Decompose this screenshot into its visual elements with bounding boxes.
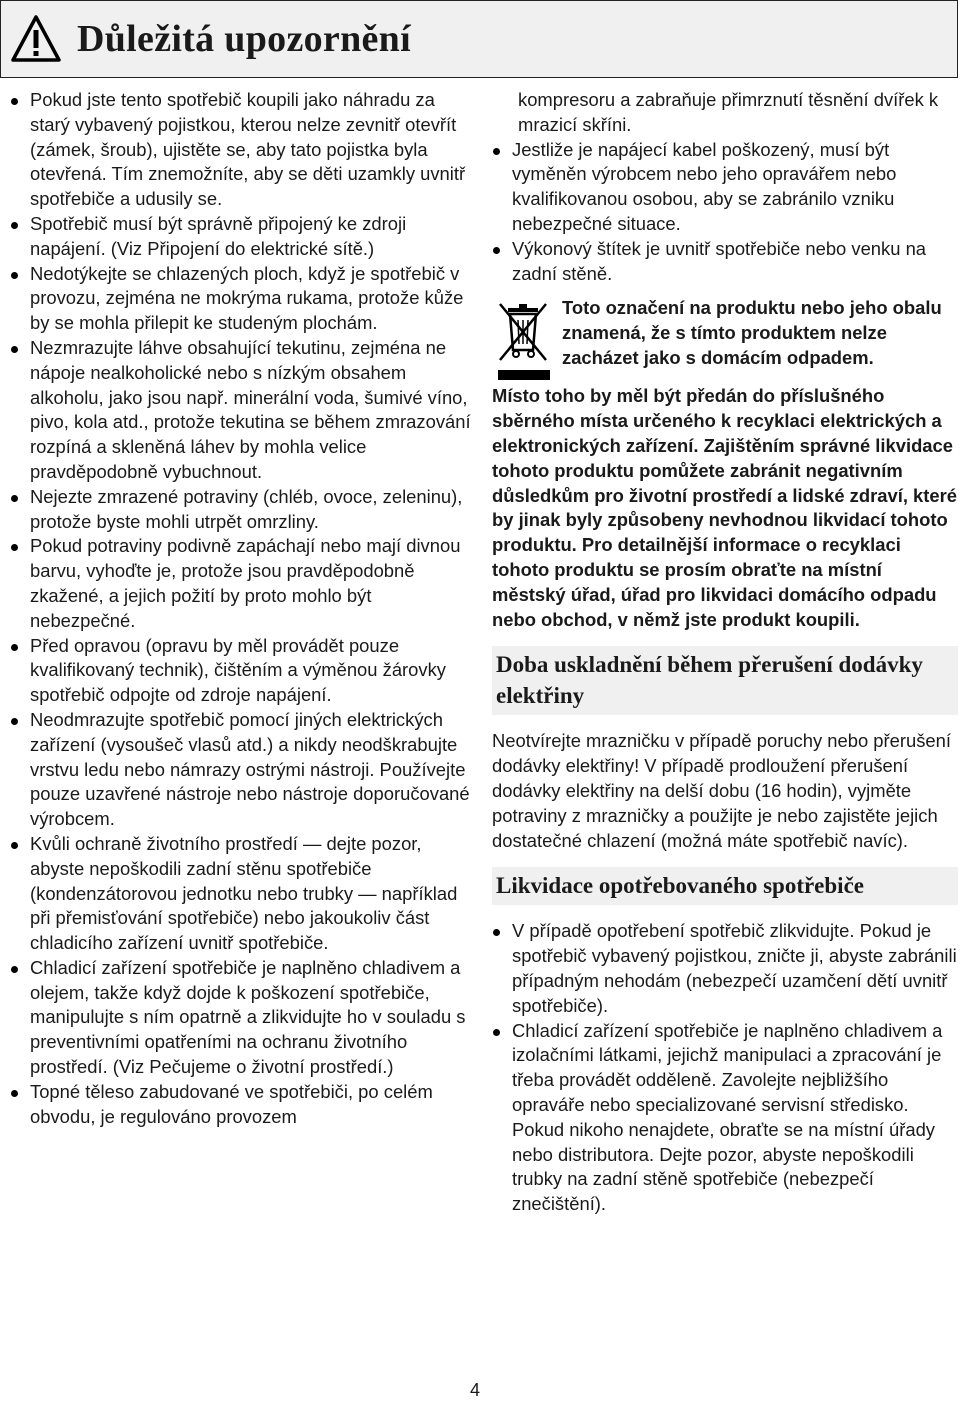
list-item: Výkonový štítek je uvnitř spotřebiče nebo venku na zadní stěně. — [492, 237, 958, 287]
list-item: Pokud potraviny podivně zapáchají nebo mají divnou barvu, vyhoďte je, protože jsou pravděpodobně zkažené, a jejich požití by proto mohlo být nebezpečné. — [10, 534, 472, 633]
list-item: V případě opotřebení spotřebič zlikvidujte. Pokud je spotřebič vybavený pojistkou, zničte ji, abyste zabránili případným nehodám (nebezpečí uzamčení dětí uvnitř spotřebiče). — [492, 919, 958, 1018]
list-item: Pokud jste tento spotřebič koupili jako náhradu za starý vybavený pojistkou, kterou nelze zevnitř otevřít (zámek, šroub), ujistěte se, aby tato pojistka byla otevřená. Tím znemožníte, aby se děti uzamkly uvnitř spotřebiče a udusily se. — [10, 88, 472, 212]
weee-text: Místo toho by měl být předán do příslušného sběrného místa určeného k recyklaci elektrických a elektronických zařízení. Zajištěním správné likvidace tohoto produktu pomůžete zabránit negativním důsledkům pro životní prostředí a lidské zdraví, které by jinak byly způsobeny nevhodnou likvidací tohoto produktu. Pro detailnější informace o recyklaci tohoto produktu se prosím obraťte na místní městský úřad, úřad pro likvidaci domácího odpadu nebo obchod, v němž jste produkt koupili. — [492, 385, 958, 630]
crossed-out-wheelie-bin-icon — [492, 298, 554, 382]
list-item: Nedotýkejte se chlazených ploch, když je spotřebič v provozu, zejména ne mokrýma rukama, protože kůže by se mohla přilepit ke studeným plochám. — [10, 262, 472, 336]
list-item: Jestliže je napájecí kabel poškozený, musí být vyměněn výrobcem nebo jeho opravářem nebo kvalifikovanou osobou, aby se zabránilo vzniku nebezpečné situace. — [492, 138, 958, 237]
list-item: Chladicí zařízení spotřebiče je naplněno chladivem a izolačními látkami, jejichž manipulaci a zpracování je třeba provádět odděleně. Zavolejte nejbližšího opraváře nebo specializované servisní středisko. Pokud nikoho nenajdete, obraťte se na místní úřady nebo distributora. Dejte pozor, abyste nepoškodili trubky na zadní stěně spotřebiče (nebezpečí znečištění). — [492, 1019, 958, 1217]
weee-text-intro: Toto označení na produktu nebo jeho obalu znamená, že s tímto produktem nelze zacházet jako s domácím odpadem. — [562, 297, 942, 368]
section-heading-power-outage: Doba uskladnění během přerušení dodávky elektřiny — [492, 646, 958, 715]
disposal-list — [492, 919, 958, 1217]
list-item: Spotřebič musí být správně připojený ke zdroji napájení. (Viz Připojení do elektrické sítě.) — [10, 212, 472, 262]
right-column — [492, 88, 958, 1217]
list-item: Neodmrazujte spotřebič pomocí jiných elektrických zařízení (vysoušeč vlasů atd.) a nikdy neodškrabujte vrstvu ledu nebo námrazy ostrými nástroji. Používejte pouze uzavřené nástroje nebo nástroje doporučované výrobcem. — [10, 708, 472, 832]
left-column — [10, 88, 472, 1129]
page-title: Důležitá upozornění — [77, 18, 411, 60]
safety-warnings-list — [10, 88, 472, 1129]
warning-triangle-icon — [11, 14, 61, 64]
list-item: Před opravou (opravu by měl provádět pouze kvalifikovaný technik), čištěním a výměnou žárovky spotřebič odpojte od zdroje napájení. — [10, 634, 472, 708]
page-title-bar — [0, 0, 958, 78]
list-item: Nejezte zmrazené potraviny (chléb, ovoce, zeleninu), protože byste mohli utrpět omrzliny. — [10, 485, 472, 535]
safety-warnings-list-continued — [492, 138, 958, 287]
weee-notice — [492, 296, 958, 382]
list-item: Topné těleso zabudované ve spotřebiči, po celém obvodu, je regulováno provozem — [10, 1080, 472, 1130]
power-outage-paragraph: Neotvírejte mrazničku v případě poruchy nebo přerušení dodávky elektřiny! V případě prodloužení přerušení dodávky elektřiny na delší dobu (16 hodin), vyjměte potraviny z mrazničky a použijte je nebo zajistěte jejich dostatečné chlazení (možná máte spotřebič navíc). — [492, 730, 951, 851]
section-heading-disposal: Likvidace opotřebovaného spotřebiče — [492, 867, 958, 905]
list-item-continuation: kompresoru a zabraňuje přimrznutí těsnění dvířek k mrazicí skříni. — [518, 89, 939, 135]
list-item: Nezmrazujte láhve obsahující tekutinu, zejména ne nápoje nealkoholické nebo s nízkým obsahem alkoholu, jako jsou např. minerální voda, šumivé víno, pivo, kola atd., protože tekutina se během zmrazování rozpíná a skleněná láhev by mohla velice pravděpodobně vybuchnout. — [10, 336, 472, 485]
page-number: 4 — [470, 1380, 481, 1400]
list-item: Chladicí zařízení spotřebiče je naplněno chladivem a olejem, takže když dojde k poškození spotřebiče, manipulujte s ním opatrně a zlikvidujte ho v souladu s preventivními opatřeními na ochranu životního prostředí. (Viz Pečujeme o životní prostředí.) — [10, 956, 472, 1080]
list-item: Kvůli ochraně životního prostředí — dejte pozor, abyste nepoškodili zadní stěnu spotřebiče (kondenzátorovou jednotku nebo trubky — například při přemisťování spotřebiče) nebo jakoukoliv část chladicího zařízení uvnitř spotřebiče. — [10, 832, 472, 956]
